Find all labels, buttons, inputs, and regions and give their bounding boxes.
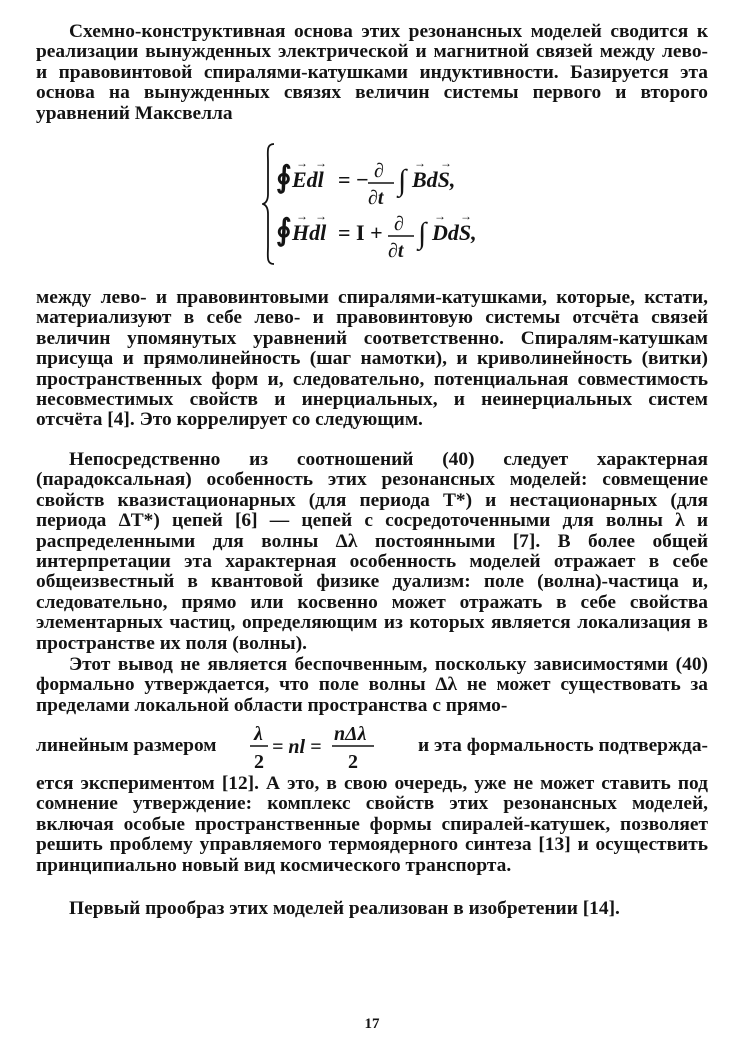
formula-denominator-1: 2	[254, 751, 264, 773]
formula-n-dlambda: nΔλ	[334, 723, 367, 745]
paragraph-6	[36, 899, 708, 919]
eq1-dt: ∂t	[368, 187, 384, 209]
svg-text:∮: ∮	[276, 161, 292, 194]
svg-text:→: →	[434, 210, 446, 223]
equation-2-graphic	[272, 210, 492, 270]
formula-lambda: λ	[254, 723, 263, 745]
eq2-dt: ∂t	[388, 240, 404, 262]
paragraph-4	[36, 655, 708, 716]
eq2-mid: = I +	[338, 220, 383, 245]
equation-2	[272, 210, 492, 270]
paragraph-3-text: Непосредственно из соотношений (40) следует характерная (парадоксальная) особенность этих резонансных моделей: совмещение свойств квазистационарных (для периода T*) и нестационарных (для периода ΔT*) цепей [6] — цепей с сосредоточенными для волны λ и распределенными для волны Δλ постоянными [7]. В более общей интерпретации эта характерная особенность моделей отражает в себе общеизвестный в квантовой физике дуализм: поле (волна)-частица и, следовательно, прямо или косвенно может отражать в себе свойства элементарных частиц, определяющим из которых является локализация в пространстве их поля (волны).	[36, 449, 708, 654]
paragraph-1	[36, 22, 708, 124]
paragraph-5-text: ется экспериментом [12]. А это, в свою очередь, уже не может ставить под сомнение утверждение: комплекс свойств этих резонансных моделей, включая особые пространственные формы спиралей-катушек, позволяет решить проблему управляемого термоядерного синтеза [13] и осуществить принципиально новый вид космического транспорта.	[36, 773, 708, 876]
equation-1	[272, 150, 492, 210]
eq1-partial: ∂	[374, 160, 384, 182]
svg-text:∫: ∫	[418, 217, 427, 250]
svg-text:→: →	[315, 156, 327, 170]
eq1-lhs: Edl	[292, 167, 324, 192]
paragraph-6-text: Первый прообраз этих моделей реализован в изобретении [14].	[69, 898, 620, 919]
svg-text:→: →	[296, 210, 308, 223]
size-formula	[248, 722, 398, 774]
svg-text:→: →	[414, 156, 426, 170]
eq1-mid: = −	[338, 167, 369, 192]
svg-text:→: →	[296, 156, 308, 170]
svg-text:→: →	[315, 210, 327, 223]
svg-text:∮: ∮	[276, 214, 292, 247]
paragraph-2-text: между лево- и правовинтовыми спиралями-катушками, которые, кстати, материализуют в себе лево- и правовинтовую системы отсчёта связей величин упомянутых уравнений соответственно. Спиралям-катушкам присуща и прямолинейность (шаг намотки), и криволинейность (витки) пространственных форм и, следовательно, потенциальная совместимость несовместимых свойств и инерциальных, и неинерциальных систем отсчёта [4]. Это коррелирует со следующим.	[36, 287, 708, 431]
paragraph-2	[36, 288, 708, 431]
paragraph-3	[36, 450, 708, 654]
formula-line-left-text: линейным размером	[36, 735, 217, 756]
page-number: 17	[364, 1016, 380, 1032]
eq2-rhs: DdS,	[432, 220, 477, 245]
eq2-lhs: Hdl	[292, 220, 327, 245]
svg-text:→: →	[440, 156, 452, 170]
paragraph-1-text: Схемно-конструктивная основа этих резонансных моделей сводится к реализации вынужденных электрической и магнитной связей между лево- и правовинтовой спиралями-катушками индуктивности. Базируется эта основа на вынужденных связях величин системы первого и второго уравнений Максвелла	[36, 21, 708, 124]
formula-eq-nl: = nl =	[272, 736, 322, 758]
formula-line	[36, 722, 708, 774]
paragraph-5	[36, 774, 708, 876]
svg-text:∫: ∫	[398, 164, 407, 197]
formula-denominator-2: 2	[348, 751, 358, 773]
formula-line-right-text: и эта формальность подтвержда-	[417, 735, 708, 756]
equation-1-graphic	[272, 150, 492, 210]
eq2-partial: ∂	[394, 213, 404, 235]
eq1-rhs: BdS,	[412, 167, 456, 192]
svg-text:→: →	[460, 210, 472, 223]
maxwell-equations-system	[262, 142, 482, 272]
paragraph-4-text: Этот вывод не является беспочвенным, поскольку зависимостями (40) формально утверждается, что поле волны Δλ не может существовать за пределами локальной области пространства с прямо-	[36, 654, 708, 716]
